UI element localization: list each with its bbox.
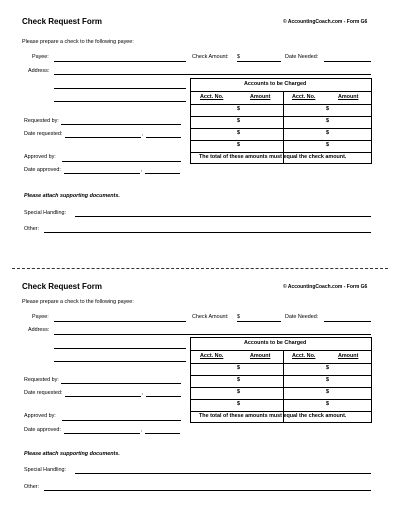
address-field-2[interactable] [54,88,186,89]
special-handling-label: Special Handling: [24,467,66,473]
dollar-sign: $ [237,365,240,371]
dollar-sign: $ [237,54,240,60]
dollar-sign: $ [326,106,329,112]
other-label: Other: [24,484,39,490]
total-note: The total of these amounts must equal the check amount. [199,413,347,419]
check-amount-label: Check Amount: [192,54,229,60]
check-amount-field[interactable] [237,321,281,322]
dollar-sign: $ [326,130,329,136]
date-approved-year-field[interactable] [145,433,180,434]
date-needed-field[interactable] [324,321,371,322]
form-title: Check Request Form [22,282,103,291]
date-requested-field[interactable] [65,137,141,138]
amount-header: Amount [338,353,359,359]
dollar-sign: $ [237,106,240,112]
date-requested-label: Date requested: [24,131,63,137]
special-handling-label: Special Handling: [24,210,66,216]
requested-by-label: Requested by: [24,377,59,383]
other-field[interactable] [44,232,371,233]
dollar-sign: $ [326,142,329,148]
dollar-sign: $ [237,118,240,124]
payee-label: Payee: [32,54,49,60]
table-divider [190,116,371,117]
approved-by-field[interactable] [62,161,181,162]
table-divider [190,350,371,351]
dollar-sign: $ [326,365,329,371]
date-approved-field[interactable] [64,433,140,434]
requested-by-label: Requested by: [24,118,59,124]
address-field-1[interactable] [54,74,371,75]
address-field-1[interactable] [54,334,371,335]
address-field-2[interactable] [54,348,186,349]
table-divider [190,104,371,105]
comma: , [142,390,144,396]
accounts-header: Accounts to be Charged [244,81,307,87]
date-approved-label: Date approved: [24,427,61,433]
form-credit: © AccountingCoach.com - Form G6 [283,19,368,25]
date-needed-label: Date Needed: [285,314,319,320]
dollar-sign: $ [237,142,240,148]
attach-note: Please attach supporting documents. [24,451,120,457]
total-note: The total of these amounts must equal the check amount. [199,154,347,160]
attach-note: Please attach supporting documents. [24,193,120,199]
amount-header: Amount [250,353,271,359]
cut-line [12,268,388,269]
other-field[interactable] [44,490,371,491]
comma: , [141,167,143,173]
date-requested-label: Date requested: [24,390,63,396]
special-handling-field[interactable] [75,216,371,217]
date-requested-field[interactable] [65,396,141,397]
table-divider [190,411,371,412]
amount-header: Amount [338,94,359,100]
special-handling-field[interactable] [75,473,371,474]
payee-field[interactable] [54,321,186,322]
acct-no-header: Acct. No. [200,353,224,359]
intro-text: Please prepare a check to the following payee: [22,299,134,305]
payee-label: Payee: [32,314,49,320]
address-field-3[interactable] [54,361,186,362]
dollar-sign: $ [237,130,240,136]
accounts-header: Accounts to be Charged [244,340,307,346]
other-label: Other: [24,226,39,232]
date-needed-field[interactable] [324,61,371,62]
dollar-sign: $ [326,377,329,383]
date-approved-label: Date approved: [24,167,61,173]
dollar-sign: $ [326,389,329,395]
date-approved-field[interactable] [64,173,140,174]
approved-by-field[interactable] [62,420,181,421]
table-divider [190,375,371,376]
table-divider [190,152,371,153]
table-divider [190,91,371,92]
comma: , [141,427,143,433]
address-label: Address: [28,327,50,333]
dollar-sign: $ [237,377,240,383]
address-label: Address: [28,68,50,74]
table-divider [190,140,371,141]
table-divider [190,363,371,364]
dollar-sign: $ [326,401,329,407]
dollar-sign: $ [237,314,240,320]
date-approved-year-field[interactable] [145,173,180,174]
form-title: Check Request Form [22,17,103,26]
address-field-3[interactable] [54,101,186,102]
date-requested-year-field[interactable] [146,137,181,138]
acct-no-header: Acct. No. [292,353,316,359]
dollar-sign: $ [237,401,240,407]
date-needed-label: Date Needed: [285,54,319,60]
requested-by-field[interactable] [61,124,181,125]
form-credit: © AccountingCoach.com - Form G6 [283,284,368,290]
approved-by-label: Approved by: [24,413,56,419]
dollar-sign: $ [326,118,329,124]
acct-no-header: Acct. No. [200,94,224,100]
table-divider [190,387,371,388]
payee-field[interactable] [54,61,186,62]
check-amount-label: Check Amount: [192,314,229,320]
acct-no-header: Acct. No. [292,94,316,100]
approved-by-label: Approved by: [24,154,56,160]
table-divider [190,128,371,129]
intro-text: Please prepare a check to the following payee: [22,39,134,45]
amount-header: Amount [250,94,271,100]
requested-by-field[interactable] [61,383,181,384]
table-divider [190,399,371,400]
dollar-sign: $ [237,389,240,395]
check-amount-field[interactable] [237,61,281,62]
date-requested-year-field[interactable] [146,396,181,397]
comma: , [142,131,144,137]
